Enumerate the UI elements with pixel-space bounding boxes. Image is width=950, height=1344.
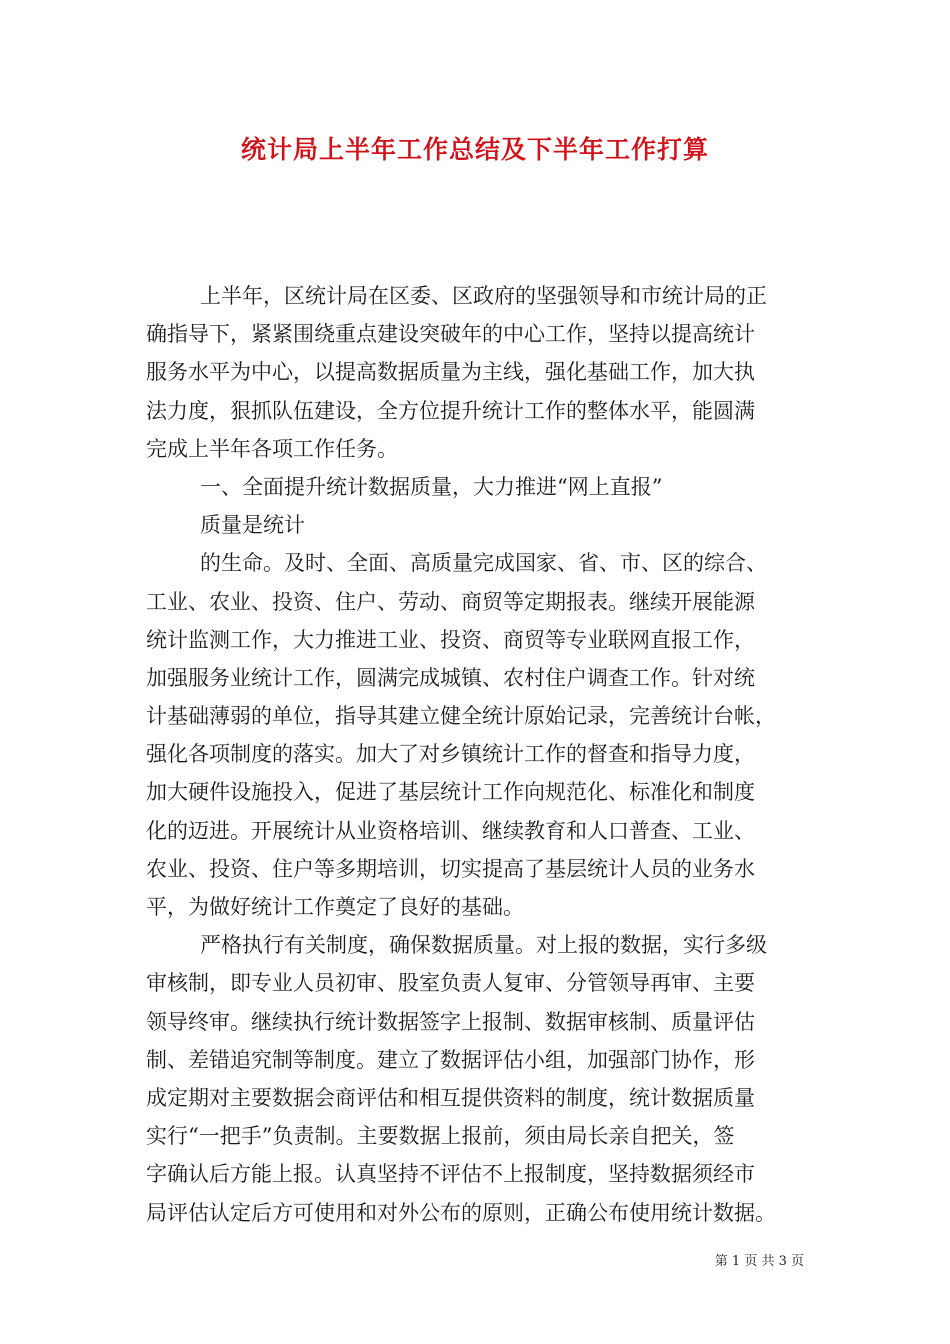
paragraph-line: 的生命。及时、全面、高质量完成国家、省、市、区的综合、 [200,551,767,576]
paragraph-line: 字确认后方能上报。认真坚持不评估不上报制度，坚持数据须经市 [146,1162,755,1187]
paragraph-line: 审核制，即专业人员初审、股室负责人复审、分管领导再审、主要 [146,971,755,996]
document-body [146,277,806,1232]
paragraph-line: 强化各项制度的落实。加大了对乡镇统计工作的督查和指导力度， [146,742,755,767]
paragraph-line: 农业、投资、住户等多期培训，切实提高了基层统计人员的业务水 [146,856,755,881]
page-number: 第 1 页 共 3 页 [714,1254,804,1269]
paragraph-line: 化的迈进。开展统计从业资格培训、继续教育和人口普查、工业、 [146,818,755,843]
paragraph-line: 严格执行有关制度，确保数据质量。对上报的数据，实行多级 [200,933,767,958]
paragraph-line: 服务水平为中心，以提高数据质量为主线，强化基础工作，加大执 [146,360,755,385]
paragraph-line: 质量是统计 [200,513,305,538]
paragraph-line: 制、差错追究制等制度。建立了数据评估小组，加强部门协作，形 [146,1047,755,1072]
paragraph-line: 计基础薄弱的单位，指导其建立健全统计原始记录，完善统计台帐， [146,704,776,729]
paragraph-line: 实行“一把手”负责制。主要数据上报前，须由局长亲自把关，签 [146,1124,735,1149]
document-title: 统计局上半年工作总结及下半年工作打算 [240,135,709,164]
paragraph-line: 完成上半年各项工作任务。 [146,436,398,461]
paragraph-line: 法力度，狠抓队伍建设，全方位提升统计工作的整体水平，能圆满 [146,398,755,423]
paragraph-line: 领导终审。继续执行统计数据签字上报制、数据审核制、质量评估 [146,1009,755,1034]
paragraph-line: 加大硬件设施投入，促进了基层统计工作向规范化、标准化和制度 [146,780,755,805]
paragraph-line: 上半年，区统计局在区委、区政府的坚强领导和市统计局的正 [200,284,767,308]
paragraph-line: 加强服务业统计工作，圆满完成城镇、农村住户调查工作。针对统 [146,665,755,690]
paragraph-line: 成定期对主要数据会商评估和相互提供资料的制度，统计数据质量 [146,1085,755,1110]
paragraph-line: 局评估认定后方可使用和对外公布的原则，正确公布使用统计数据。 [146,1200,776,1225]
paragraph-line: 确指导下，紧紧围绕重点建设突破年的中心工作，坚持以提高统计 [146,322,755,347]
paragraph-line: 工业、农业、投资、住户、劳动、商贸等定期报表。继续开展能源 [146,589,755,614]
section-heading: 一、全面提升统计数据质量，大力推进“网上直报” [200,474,663,499]
paragraph-line: 平，为做好统计工作奠定了良好的基础。 [146,895,524,919]
paragraph-line: 统计监测工作，大力推进工业、投资、商贸等专业联网直报工作， [146,627,755,652]
